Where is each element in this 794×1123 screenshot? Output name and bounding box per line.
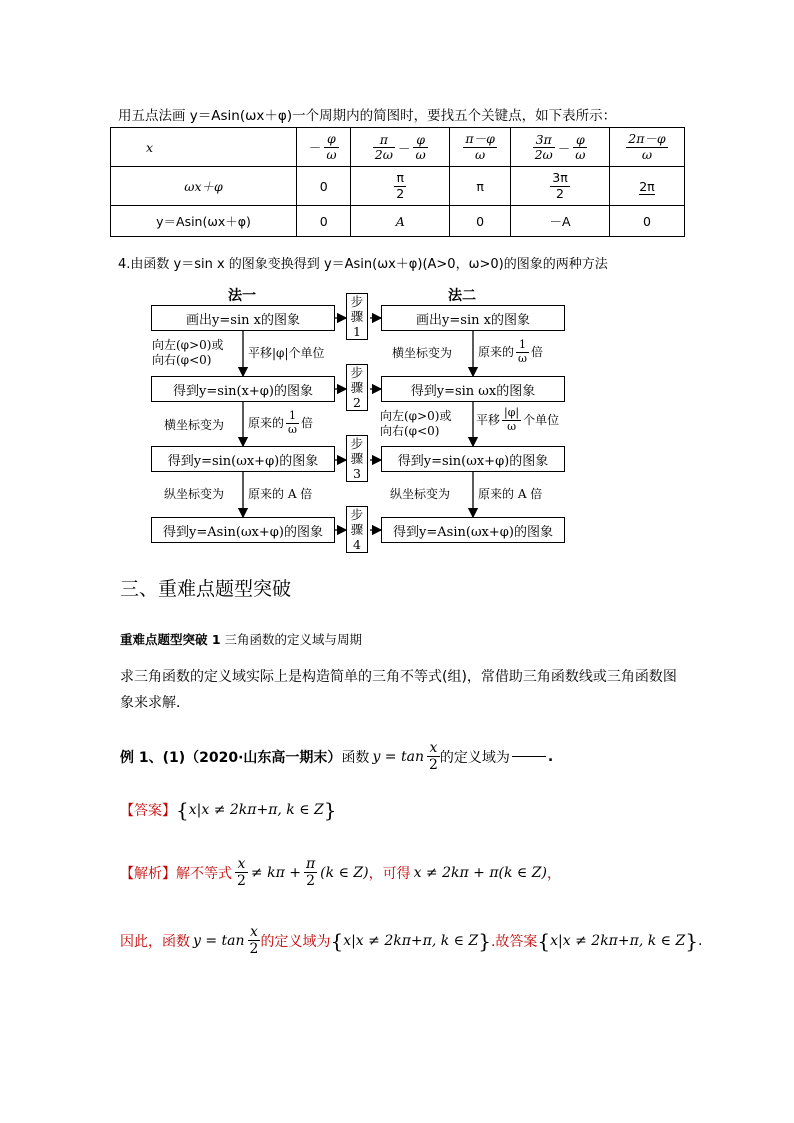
right-label-3-a: 纵坐标变为 xyxy=(390,487,451,501)
left-label-2-a: 横坐标变为 xyxy=(164,418,225,432)
answer-set: x|x ≠ 2kπ+π, k ∈ Z xyxy=(188,802,324,818)
method-two-header: 法二 xyxy=(448,288,476,304)
cell-y-4: －A xyxy=(511,206,610,237)
transform-methods-line: 4.由函数 y＝sin x 的图象变换得到 y＝Asin(ωx＋φ)(A>0，ω>0)的图象的两种方法 xyxy=(118,257,608,272)
cell-phase-2: $\frac{\pi}{2}$ xyxy=(351,167,450,206)
method-paragraph: 求三角函数的定义域实际上是构造简单的三角不等式(组)，常借助三角函数线或三角函数图象来求解． xyxy=(120,669,677,711)
conclusion-line: 因此，函数 y = tan $\frac{x}{2}$ 的定义域为 { x|x ≠ 2kπ+π, k ∈ Z } .故答案 { x|x ≠ 2kπ+π, k ∈ Z } . xyxy=(120,924,703,958)
left-label-1-c: 平移|φ|个单位 xyxy=(248,346,325,360)
left-box-3: 得到y=sin(ωx+φ)的图象 xyxy=(151,446,335,472)
step-2-box: 步 骤 2 xyxy=(346,364,368,411)
step-4-box: 步 骤 4 xyxy=(346,506,368,553)
method-one-header: 法一 xyxy=(228,288,256,304)
cell-x-5: $\frac{2\pi-\varphi}{\omega}$ xyxy=(609,128,684,167)
cell-x-2: $\frac{\pi}{2\omega}$ － $\frac{\varphi}{\omega}$ xyxy=(351,128,450,167)
right-box-4: 得到y=Asin(ωx+φ)的图象 xyxy=(381,517,565,543)
answer-tag: 【答案】 xyxy=(120,803,176,819)
right-label-1-c: 原来的 $\frac{1}{\omega}$ 倍 xyxy=(478,338,544,365)
cell-x-3: $\frac{\pi-\varphi}{\omega}$ xyxy=(450,128,511,167)
cell-phase-1: 0 xyxy=(297,167,351,206)
cell-phase-3: π xyxy=(450,167,511,206)
cell-x-4: $\frac{3\pi}{2\omega}$ － $\frac{\varphi}{\omega}$ xyxy=(511,128,610,167)
cell-y-3: 0 xyxy=(450,206,511,237)
cell-y-5: 0 xyxy=(609,206,684,237)
left-label-3-a: 纵坐标变为 xyxy=(164,487,225,501)
section-title: 三、重难点题型突破 xyxy=(120,578,292,600)
step-1-box: 步 骤 1 xyxy=(346,293,368,340)
example-1: 例 1、(1)（2020·山东高一期末） 函数 y = tan $\frac{x}{2}$ 的定义域为 . xyxy=(120,740,554,774)
right-label-2-a: 向左(φ>0)或 xyxy=(380,409,452,423)
right-label-1-a: 横坐标变为 xyxy=(392,346,453,360)
cell-phase-4: $\frac{3\pi}{2}$ xyxy=(511,167,610,206)
cell-x-1: － $\frac{\varphi}{\omega}$ xyxy=(297,128,351,167)
intro-text: 用五点法画 y＝Asin(ωx＋φ)一个周期内的简图时，要找五个关键点，如下表所示： xyxy=(118,108,617,124)
row-header-phase: ωx＋φ xyxy=(111,167,297,206)
cell-y-2: A xyxy=(351,206,450,237)
right-box-2: 得到y=sin ωx的图象 xyxy=(381,376,565,402)
cell-y-1: 0 xyxy=(297,206,351,237)
right-label-3-c: 原来的 A 倍 xyxy=(478,487,543,501)
subheading: 重难点题型突破 1 三角函数的定义域与周期 xyxy=(120,632,363,647)
analysis-line: 【解析】 解不等式 $\frac{x}{2}$ ≠ kπ + $\frac{\pi}{2}$ (k ∈ Z) ，可得 x ≠ 2kπ + π(k ∈ Z) ， xyxy=(120,856,561,890)
right-label-2-b: 向右(φ<0) xyxy=(380,424,440,438)
cell-phase-5: 2π xyxy=(609,167,684,206)
left-box-4: 得到y=Asin(ωx+φ)的图象 xyxy=(151,517,335,543)
step-3-box: 步 骤 3 xyxy=(346,435,368,482)
left-label-2-c: 原来的 $\frac{1}{\omega}$ 倍 xyxy=(248,409,314,436)
right-box-3: 得到y=sin(ωx+φ)的图象 xyxy=(381,446,565,472)
left-box-1: 画出y=sin x的图象 xyxy=(151,305,335,331)
analysis-tag: 【解析】 xyxy=(120,865,176,882)
row-header-y: y＝Asin(ωx＋φ) xyxy=(111,206,297,237)
left-label-3-c: 原来的 A 倍 xyxy=(248,487,313,501)
answer-line: 【答案】 { x|x ≠ 2kπ+π, k ∈ Z } xyxy=(120,798,337,822)
row-header-x: x xyxy=(111,128,297,167)
left-label-1-b: 向右(φ<0) xyxy=(152,353,212,367)
left-label-1-a: 向左(φ>0)或 xyxy=(152,338,224,352)
right-label-2-c: 平移 $\frac{|\varphi|}{\omega}$ 个单位 xyxy=(476,406,560,433)
right-box-1: 画出y=sin x的图象 xyxy=(381,305,565,331)
left-box-2: 得到y=sin(x+φ)的图象 xyxy=(151,376,335,402)
